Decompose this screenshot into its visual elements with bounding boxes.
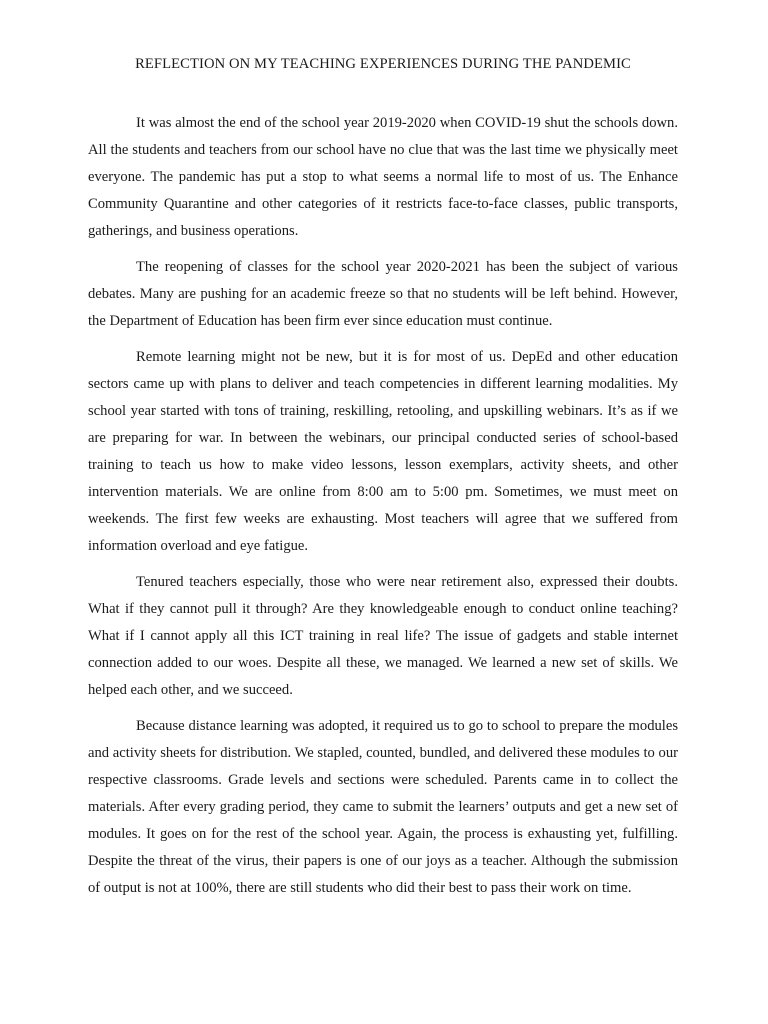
paragraph-3: Remote learning might not be new, but it is for most of us. DepEd and other education sectors came up with plans to deliver and teach competencies in different learning modalities. My school year started with tons of training, reskilling, retooling, and upskilling webinars. It’s as if we are preparing for war. In between the webinars, our principal conducted series of school-based training to teach us how to make video lessons, lesson exemplars, activity sheets, and other intervention materials. We are online from 8:00 am to 5:00 pm. Sometimes, we must meet on weekends. The first few weeks are exhausting. Most teachers will agree that we suffered from information overload and eye fatigue. bbox=[88, 349, 678, 554]
paragraph-5: Because distance learning was adopted, it required us to go to school to prepare the modules and activity sheets for distribution. We stapled, counted, bundled, and delivered these modules to our respective classrooms. Grade levels and sections were scheduled. Parents came in to collect the materials. After every grading period, they came to submit the learners’ outputs and get a new set of modules. It goes on for the rest of the school year. Again, the process is exhausting yet, fulfilling. Despite the threat of the virus, their papers is one of our joys as a teacher. Although the submission of output is not at 100%, there are still students who did their best to pass their work on time. bbox=[88, 718, 678, 896]
paragraph-1: It was almost the end of the school year 2019-2020 when COVID-19 shut the schools down. All the students and teachers from our school have no clue that was the last time we physically meet everyone. The pandemic has put a stop to what seems a normal life to most of us. The Enhance Community Quarantine and other categories of it restricts face-to-face classes, public transports, gatherings, and business operations. bbox=[88, 115, 678, 239]
paragraph-4: Tenured teachers especially, those who were near retirement also, expressed their doubts. What if they cannot pull it through? Are they knowledgeable enough to conduct online teaching? What if I cannot apply all this ICT training in real life? The issue of gadgets and stable internet connection added to our woes. Despite all these, we managed. We learned a new set of skills. We helped each other, and we succeed. bbox=[88, 574, 678, 698]
document-title: REFLECTION ON MY TEACHING EXPERIENCES DURING THE PANDEMIC bbox=[135, 56, 631, 72]
document-page bbox=[88, 0, 678, 902]
paragraph-2: The reopening of classes for the school year 2020-2021 has been the subject of various debates. Many are pushing for an academic freeze so that no students will be left behind. However, the Department of Education has been firm ever since education must continue. bbox=[88, 259, 678, 329]
